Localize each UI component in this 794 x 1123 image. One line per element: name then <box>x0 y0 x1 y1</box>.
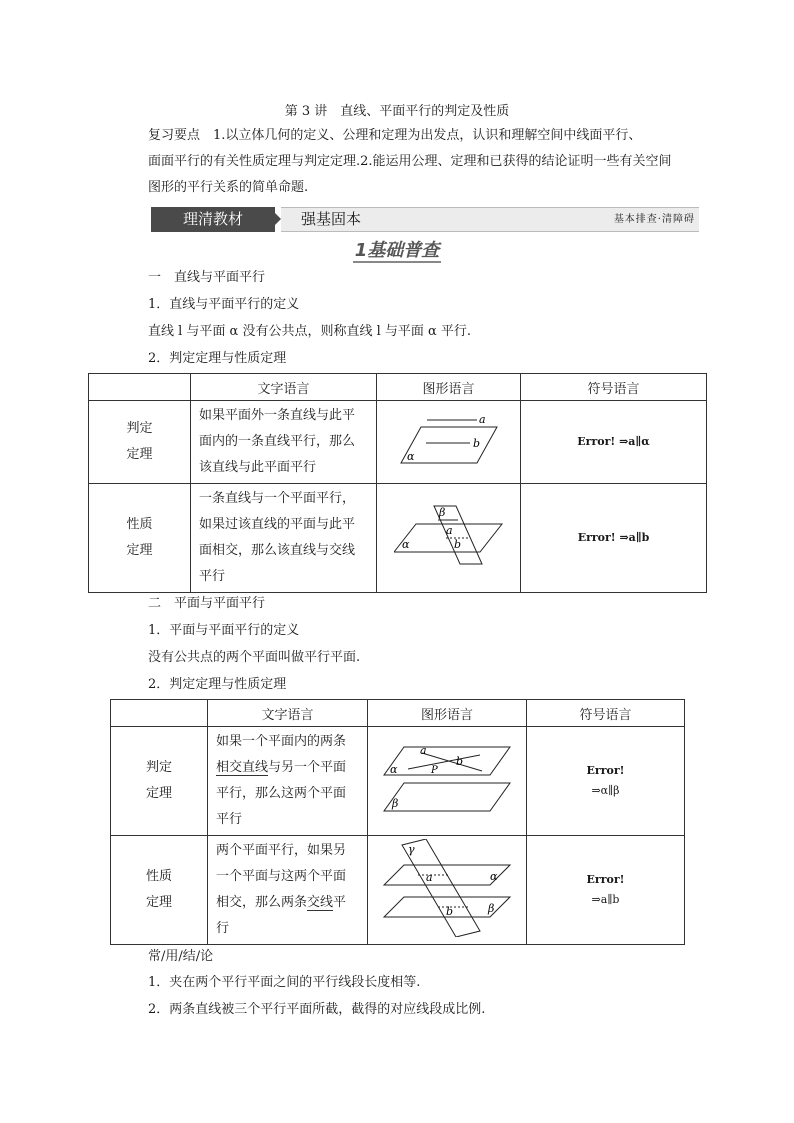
figure-line-plane-judgement <box>377 401 521 484</box>
row-label-b: 定理 <box>145 786 172 801</box>
row-symbol <box>527 836 685 945</box>
underlined-term: 交线 <box>307 895 334 910</box>
symbol-error: Error! <box>586 873 625 886</box>
review-line-3: 图形的平行关系的简单命题. <box>148 180 309 195</box>
plane-plane-property-diagram <box>382 839 512 937</box>
review-line-2: 面面平行的有关性质定理与判定定理.2.能运用公理、定理和已获得的结论证明一些有关空间 <box>148 154 672 169</box>
text-line: 一个平面与这两个平面 <box>216 869 347 884</box>
text-line: 面相交，那么该直线与交线 <box>199 543 356 558</box>
label-alpha: α <box>490 870 498 883</box>
section1-def-text: 直线 l 与平面 α 没有公共点，则称直线 l 与平面 α 平行. <box>148 324 472 339</box>
table-row <box>89 484 707 593</box>
conclusions-heading: 常/用/结/论 <box>148 949 214 964</box>
figure-plane-plane-judgement <box>368 727 527 836</box>
row-label <box>111 727 208 836</box>
row-label-b: 定理 <box>145 895 172 910</box>
conclusion-item: 2．两条直线被三个平行平面所截，截得的对应线段成比例. <box>148 1002 486 1017</box>
header-symbol-language: 符号语言 <box>527 700 685 727</box>
label-P: P <box>431 765 438 776</box>
row-label <box>89 484 191 593</box>
plane-plane-judgement-diagram <box>382 743 512 815</box>
row-label-a: 性质 <box>145 869 172 884</box>
label-a: a <box>426 871 433 884</box>
text-line: 如果平面外一条直线与此平 <box>199 408 356 423</box>
symbol-error: Error! <box>586 764 625 777</box>
table-header-row <box>89 374 707 401</box>
text-line: 如果一个平面内的两条 <box>216 734 347 749</box>
banner-middle-label: 强基固本 <box>301 210 362 228</box>
text-fragment: 与另一个平面 <box>268 760 347 775</box>
header-text-language: 文字语言 <box>208 700 368 727</box>
label-alpha: α <box>406 450 414 463</box>
section1-def-title: 1．直线与平面平行的定义 <box>148 297 300 312</box>
header-figure-language: 图形语言 <box>377 374 521 401</box>
label-beta: β <box>392 797 399 810</box>
text-line: 平行，那么这两个平面 <box>216 786 347 801</box>
section2-def-title: 1．平面与平面平行的定义 <box>148 623 300 638</box>
text-line: 一条直线与一个平面平行， <box>199 491 356 506</box>
subheading <box>0 236 794 262</box>
label-a: a <box>478 413 486 426</box>
row-label-a: 判定 <box>145 760 172 775</box>
text-line: 平行 <box>199 569 226 584</box>
section2-def-text: 没有公共点的两个平面叫做平行平面. <box>148 650 361 665</box>
row-text <box>208 836 368 945</box>
line-plane-table <box>88 373 707 593</box>
row-label <box>111 836 208 945</box>
header-blank <box>111 700 208 727</box>
text-line <box>216 755 359 781</box>
label-b: b <box>453 538 461 551</box>
header-symbol-language: 符号语言 <box>521 374 707 401</box>
header-blank <box>89 374 191 401</box>
table-header-row <box>111 700 685 727</box>
line-plane-judgement-diagram <box>399 409 499 471</box>
subheading-text: 1基础普查 <box>354 240 440 261</box>
row-label-b: 定理 <box>126 543 153 558</box>
banner-arrow <box>269 207 281 231</box>
label-alpha: α <box>401 538 409 551</box>
plane-plane-table <box>110 699 685 945</box>
symbol-text: Error! ⇒a∥α <box>577 435 650 448</box>
text-fragment: 平 <box>333 895 347 910</box>
text-line: 如果过该直线的平面与此平 <box>199 517 356 532</box>
header-figure-language: 图形语言 <box>368 700 527 727</box>
figure-plane-plane-property <box>368 836 527 945</box>
row-symbol <box>521 401 707 484</box>
banner-right-label: 基本排查·清障碍 <box>613 214 695 225</box>
section2-heading: 二 平面与平面平行 <box>148 596 266 611</box>
row-text <box>191 401 377 484</box>
section-banner <box>151 207 699 232</box>
text-line: 面内的一条直线平行，那么 <box>199 434 356 449</box>
row-text <box>208 727 368 836</box>
label-beta: β <box>438 506 445 519</box>
header-text-language: 文字语言 <box>191 374 377 401</box>
text-line: 该直线与此平面平行 <box>199 460 317 475</box>
review-line-1: 复习要点 1.以立体几何的定义、公理和定理为出发点，认识和理解空间中线面平行、 <box>148 128 642 143</box>
conclusion-item: 1．夹在两个平行平面之间的平行线段长度相等. <box>148 975 421 990</box>
table-row <box>89 401 707 484</box>
underlined-term: 相交直线 <box>216 760 269 775</box>
section1-thm-title: 2．判定定理与性质定理 <box>148 351 287 366</box>
label-beta: β <box>488 902 495 915</box>
row-label-b: 定理 <box>126 447 153 462</box>
row-label-a: 性质 <box>126 517 153 532</box>
symbol-text: Error! ⇒a∥b <box>577 531 650 544</box>
label-b: b <box>446 905 454 918</box>
section1-heading: 一 直线与平面平行 <box>148 270 266 285</box>
symbol-result: ⇒a∥b <box>591 893 620 906</box>
lesson-title: 第 3 讲 直线、平面平行的判定及性质 <box>284 104 510 119</box>
row-symbol <box>521 484 707 593</box>
section2-thm-title: 2．判定定理与性质定理 <box>148 677 287 692</box>
line-plane-property-diagram <box>394 502 504 570</box>
label-a: a <box>445 524 453 537</box>
banner-left-label: 理清教材 <box>151 207 275 232</box>
row-label <box>89 401 191 484</box>
symbol-result: ⇒α∥β <box>591 784 620 797</box>
row-label-a: 判定 <box>126 421 153 436</box>
label-b: b <box>472 437 480 450</box>
text-line: 平行 <box>216 812 243 827</box>
text-fragment: 相交，那么两条 <box>216 895 308 910</box>
label-gamma: γ <box>408 843 415 856</box>
text-line: 两个平面平行，如果另 <box>216 843 347 858</box>
label-a: a <box>420 744 427 757</box>
figure-line-plane-property <box>377 484 521 593</box>
label-alpha: α <box>390 763 398 776</box>
row-symbol <box>527 727 685 836</box>
table-row <box>111 836 685 945</box>
table-row <box>111 727 685 836</box>
row-text <box>191 484 377 593</box>
text-line: 行 <box>216 921 230 936</box>
label-b: b <box>456 755 464 768</box>
text-line <box>216 890 359 916</box>
